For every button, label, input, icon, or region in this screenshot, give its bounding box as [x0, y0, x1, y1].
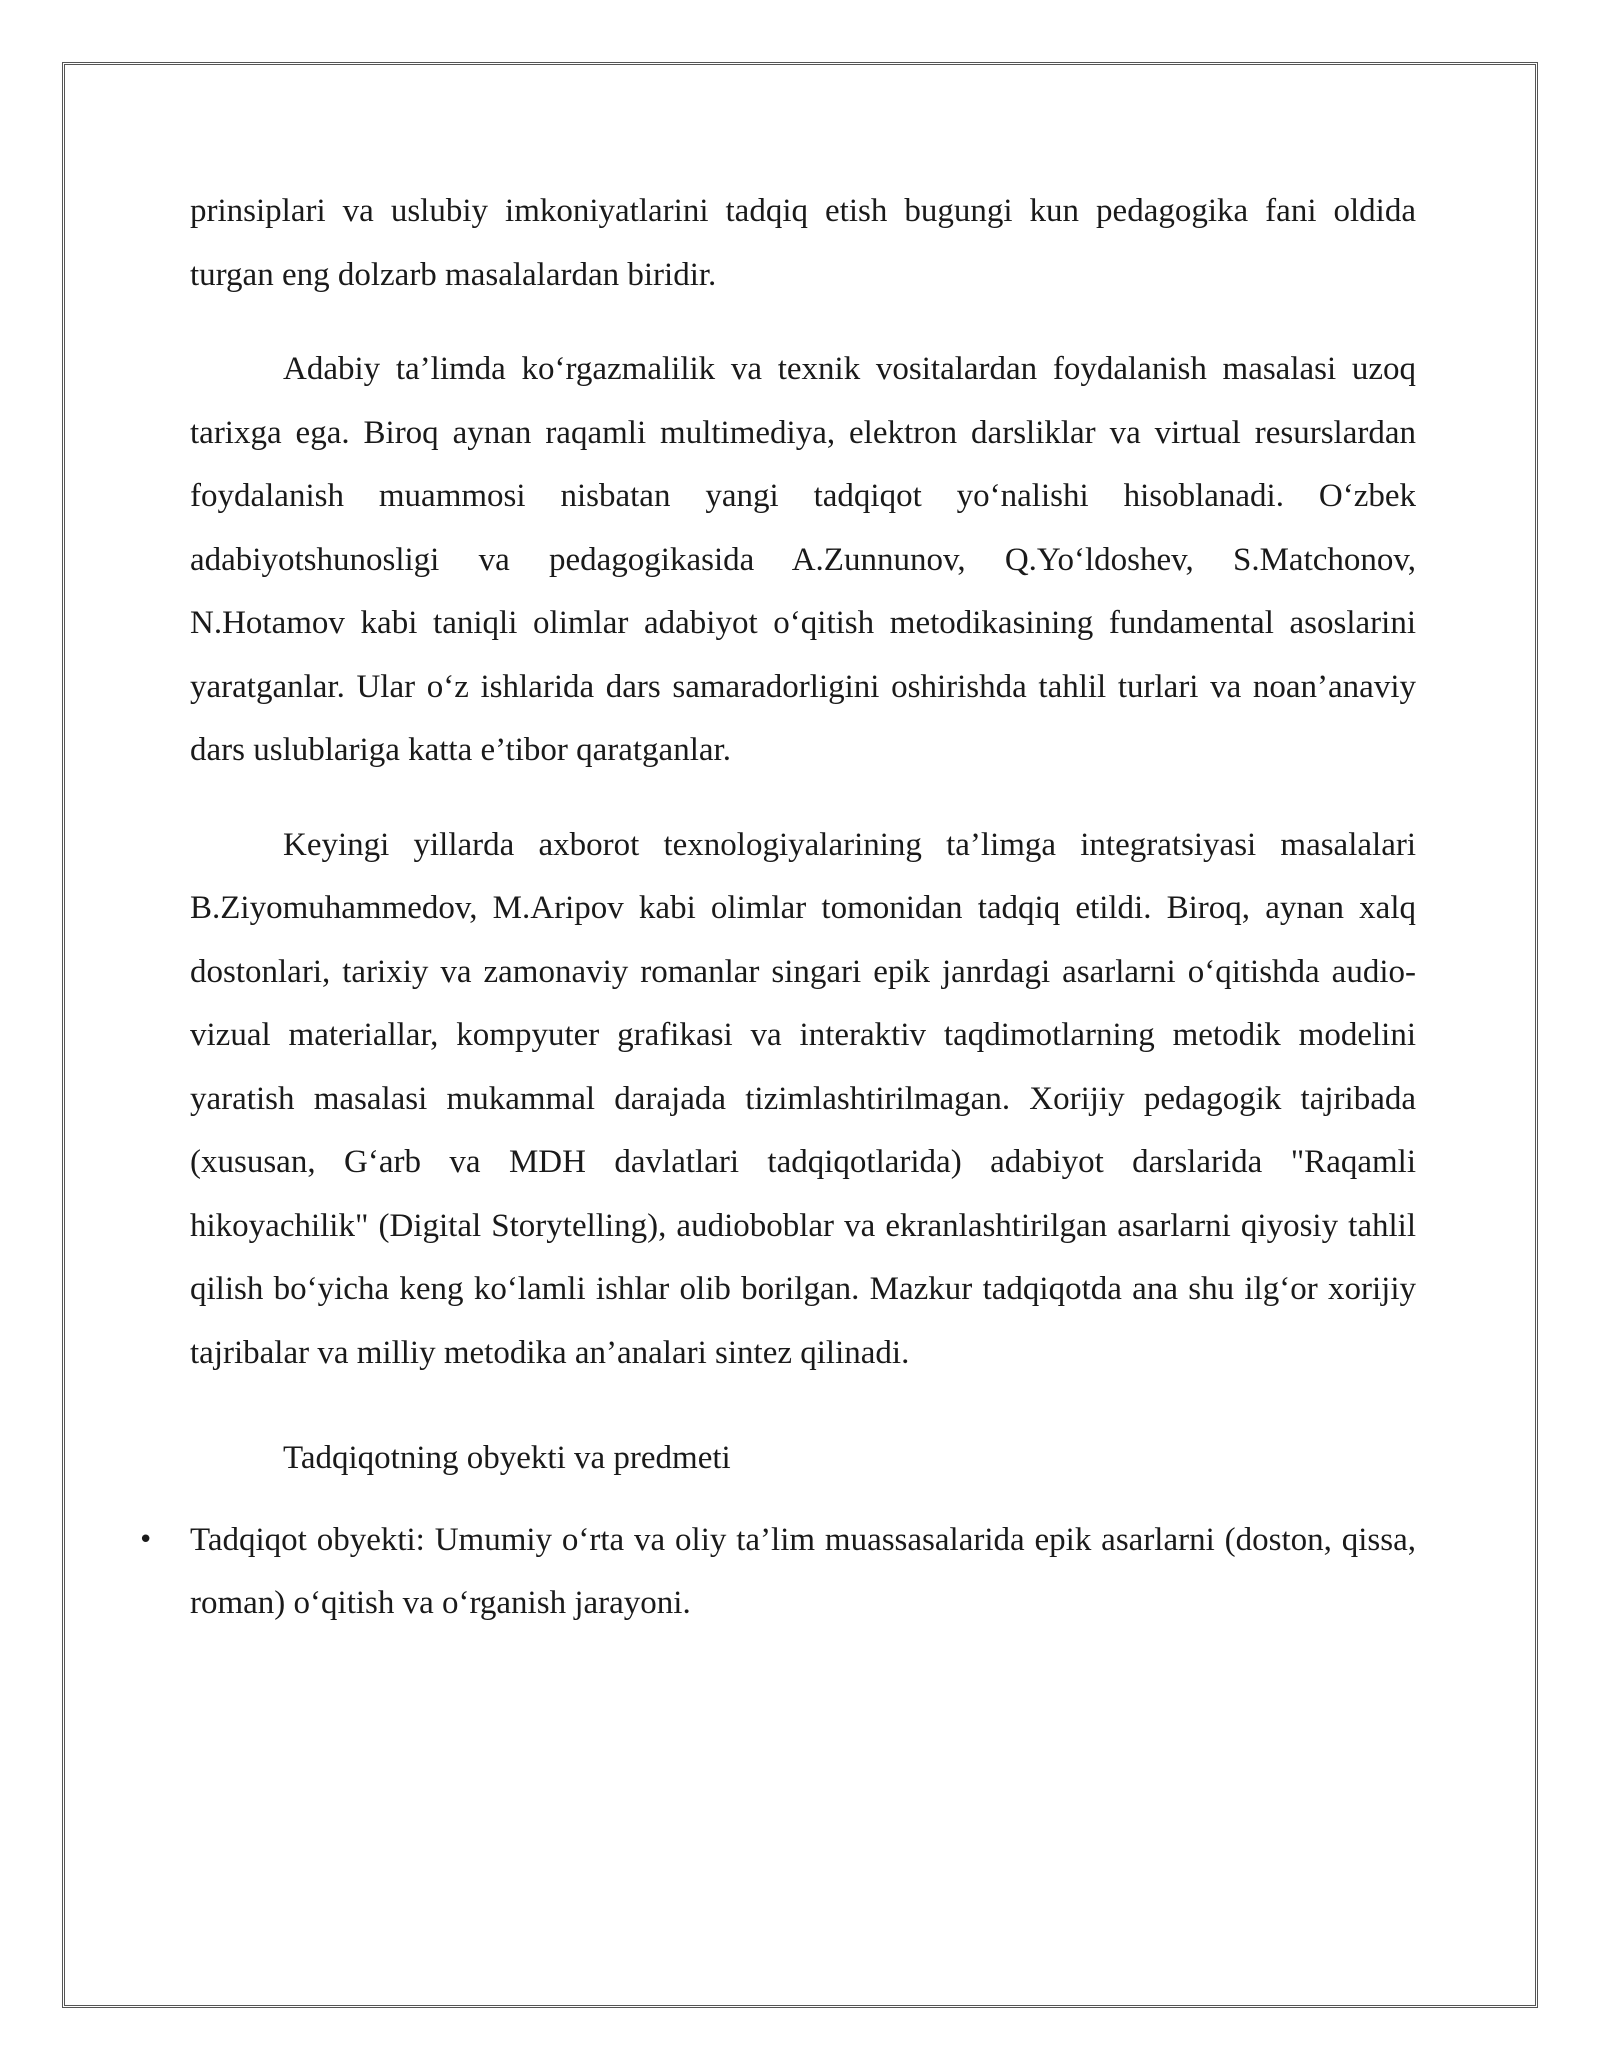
paragraph-literature-review: Adabiy ta’limda ko‘rgazmalilik va texnik vositalardan foydalanish masalasi uzoq tarixga ega. Biroq aynan raqamli multimediya, elektron darsliklar va virtual resurslardan foydalanish muammosi nisbatan yangi tadqiqot yo‘nalishi hisoblanadi. O‘zbek adabiyotshunosligi va pedagogikasida A.Zunnunov, Q.Yo‘ldoshev, S.Matchonov, N.Hotamov kabi taniqli olimlar adabiyot o‘qitish metodikasining fundamental asoslarini yaratganlar. Ular o‘z ishlarida dars samaradorligini oshirishda tahlil turlari va noan’anaviy dars uslublariga katta e’tibor qaratganlar.: [190, 351, 1416, 768]
list-item: [138, 1509, 1416, 1636]
bullet-icon: •: [138, 1524, 154, 1555]
list-item-text: Tadqiqot obyekti: Umumiy o‘rta va oliy ta’lim muassasalarida epik asarlarni (doston, qissa, roman) o‘qitish va o‘rganish jarayoni.: [190, 1521, 1416, 1621]
paragraph-continuation: prinsiplari va uslubiy imkoniyatlarini tadqiq etish bugungi kun pedagogika fani oldida turgan eng dolzarb masalalardan biridir.: [190, 193, 1416, 293]
paragraph-recent-research: Keyingi yillarda axborot texnologiyalarining ta’limga integratsiyasi masalalari B.Ziyomuhammedov, M.Aripov kabi olimlar tomonidan tadqiq etildi. Biroq, aynan xalq dostonlari, tarixiy va zamonaviy romanlar singari epik janrdagi asarlarni o‘qitishda audio-vizual materiallar, kompyuter grafikasi va interaktiv taqdimotlarning metodik modelini yaratish masalasi mukammal darajada tizimlashtirilmagan. Xorijiy pedagogik tajribada (xususan, G‘arb va MDH davlatlari tadqiqotlarida) adabiyot darslarida "Raqamli hikoyachilik" (Digital Storytelling), audioboblar va ekranlashtirilgan asarlarni qiyosiy tahlil qilish bo‘yicha keng ko‘lamli ishlar olib borilgan. Mazkur tadqiqotda ana shu ilg‘or xorijiy tajribalar va milliy metodika an’analari sintez qilinadi.: [190, 826, 1416, 1371]
document-body: [138, 180, 1416, 1636]
section-heading: Tadqiqotning obyekti va predmeti: [283, 1440, 731, 1476]
bullet-list: [138, 1509, 1416, 1636]
